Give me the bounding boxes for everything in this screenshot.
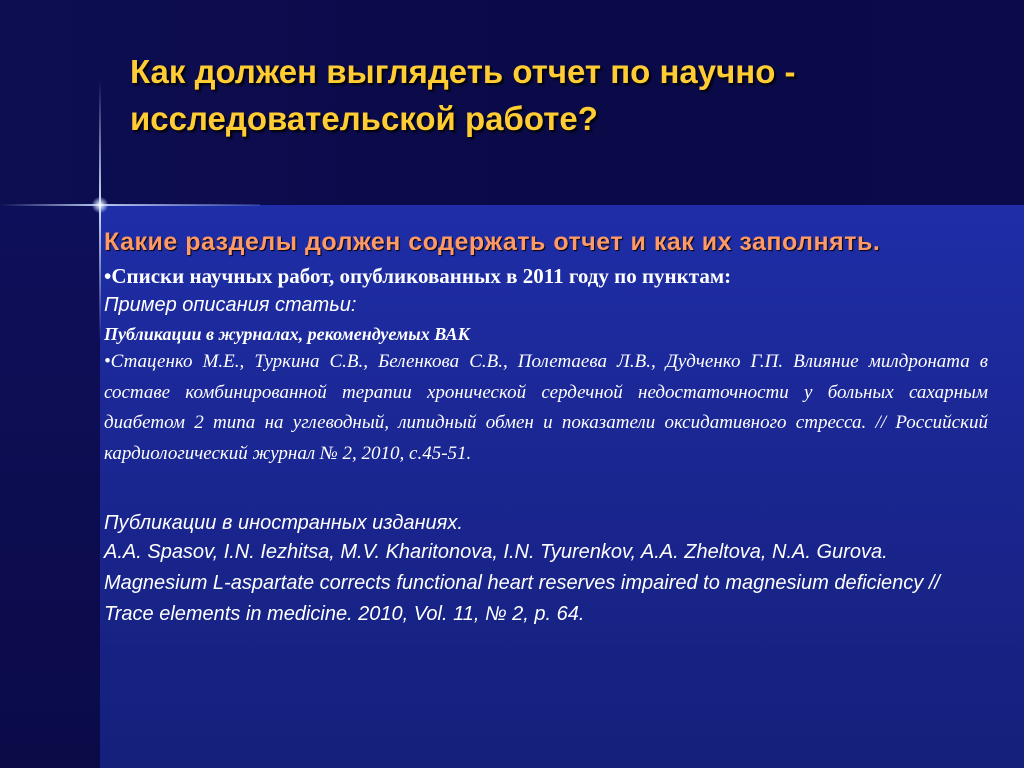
slide-subtitle: Какие разделы должен содержать отчет и как их заполнять. [104, 228, 881, 256]
left-decor-strip [0, 205, 100, 768]
example-label: Пример описания статьи: [104, 294, 357, 316]
slide-title: Как должен выглядеть отчет по научно - исследовательской работе? [130, 53, 796, 137]
citation-english: A.A. Spasov, I.N. Iezhitsa, M.V. Kharitonova, I.N. Tyurenkov, A.A. Zheltova, N.A. Gurova. Magnesium L-aspartate corrects functional heart reserves impaired to magnesium deficiency // Trace elements in medicine. 2010, Vol. 11, № 2, p. 64. [104, 541, 940, 625]
publications-list-bullet: •Списки научных работ, опубликованных в 2011 году по пунктам: [104, 264, 732, 288]
light-flare-horizontal [0, 204, 260, 206]
section-heading-foreign: Публикации в иностранных изданиях. [104, 512, 463, 534]
slide-content [104, 224, 988, 630]
citation-russian: •Стаценко М.Е., Туркина С.В., Беленкова С.В., Полетаева Л.В., Дудченко Г.П. Влияние милдроната в составе комбинированной терапии хронической сердечной недостаточности у больных сахарным диабетом 2 типа на углеводный, липидный обмен и показатели оксидативного стресса. // Российский кардиологический журнал № 2, 2010, с.45-51. [104, 351, 988, 464]
section-heading-vak: Публикации в журналах, рекомендуемых ВАК [104, 324, 470, 344]
light-flare-star-icon [92, 197, 108, 213]
